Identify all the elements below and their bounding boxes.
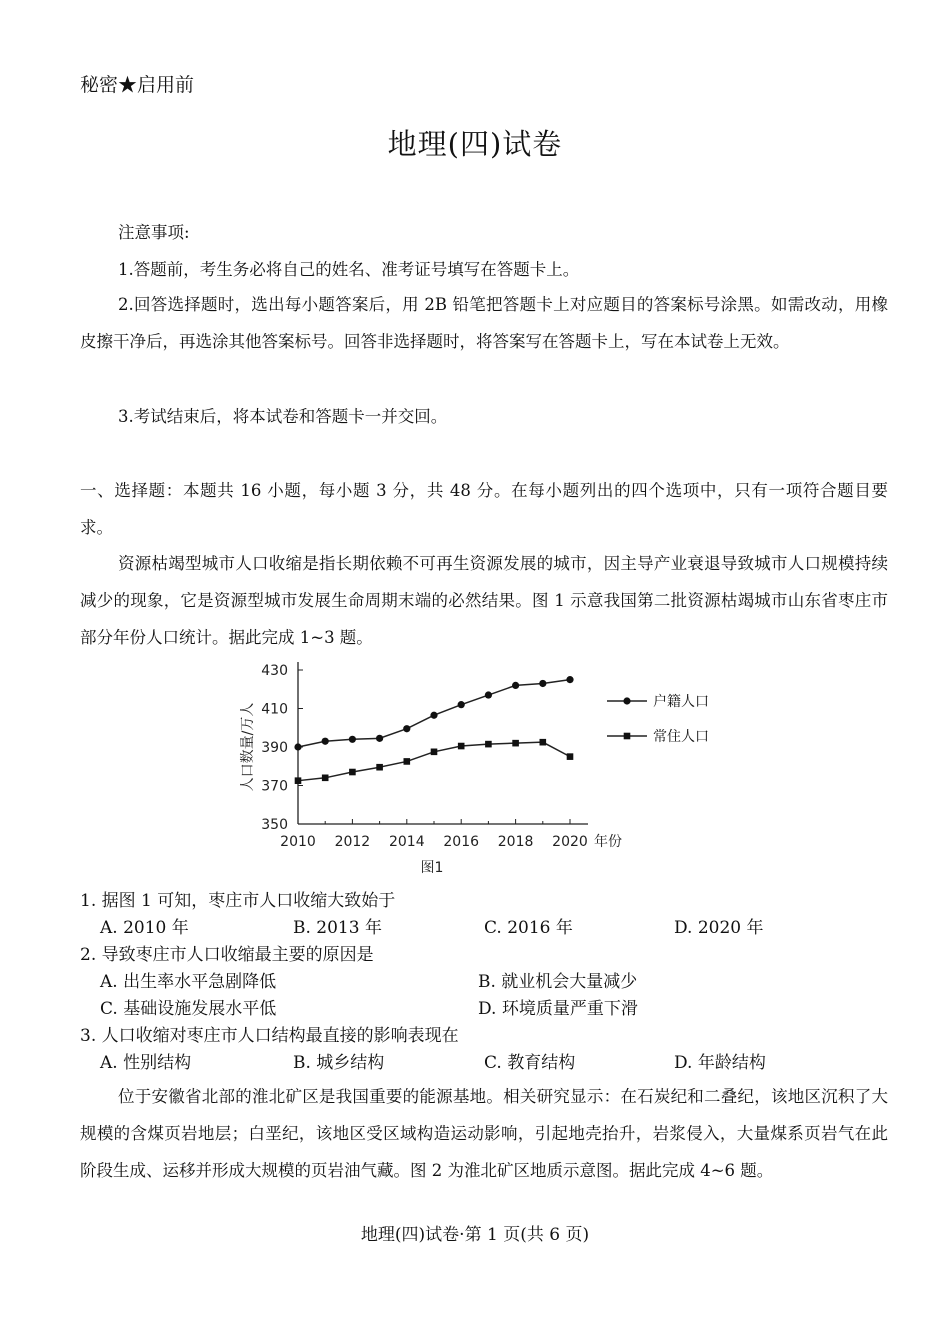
y-tick-label: 350 [261, 817, 288, 833]
q1-option-a[interactable]: A. 2010 年 [100, 918, 189, 938]
notice-item-2: 2.回答选择题时，选出每小题答案后，用 2B 铅笔把答题卡上对应题目的答案标号涂黑。如需改动，用橡皮擦干净后，再选涂其他答案标号。回答非选择题时，将答案写在答题卡上，写在本试卷上无效。 [80, 295, 888, 351]
legend-household-symbol [605, 694, 649, 708]
data-point-resident [567, 753, 574, 760]
q1-option-c[interactable]: C. 2016 年 [484, 918, 573, 938]
question-2-stem: 2. 导致枣庄市人口收缩最主要的原因是 [80, 945, 374, 965]
question-1-stem: 1. 据图 1 可知，枣庄市人口收缩大致始于 [80, 891, 396, 911]
chart-axes [239, 662, 622, 876]
legend-resident-symbol [605, 729, 649, 743]
q3-option-d[interactable]: D. 年龄结构 [674, 1053, 766, 1073]
data-point-resident [295, 777, 302, 784]
y-tick-label: 410 [261, 701, 288, 718]
section-intro: 一、选择题：本题共 16 小题，每小题 3 分，共 48 分。在每小题列出的四个选项中，只有一项符合题目要求。 [80, 481, 888, 537]
data-point-resident [485, 741, 492, 748]
data-point-resident [376, 764, 383, 771]
q3-option-b[interactable]: B. 城乡结构 [293, 1053, 385, 1073]
question-3-stem: 3. 人口收缩对枣庄市人口结构最直接的影响表现在 [80, 1026, 459, 1046]
x-tick-label: 2010 [280, 834, 316, 850]
passage-2: 位于安徽省北部的淮北矿区是我国重要的能源基地。相关研究显示：在石炭纪和二叠纪，该地区沉积了大规模的含煤页岩地层；白垩纪，该地区受区域构造运动影响，引起地壳抬升，岩浆侵入，大量煤系页岩气在此阶段生成、运移并形成大规模的页岩油气藏。图 2 为淮北矿区地质示意图。据此完成 4~6 题。 [80, 1087, 888, 1180]
legend-household-label: 户籍人口 [653, 694, 709, 710]
data-point-household [430, 712, 437, 719]
data-point-resident [404, 758, 411, 765]
page-footer: 地理(四)试卷·第 1 页(共 6 页) [360, 1225, 590, 1245]
notice-item-1: 1.答题前，考生务必将自己的姓名、准考证号填写在答题卡上。 [118, 260, 580, 279]
legend-resident-label: 常住人口 [653, 729, 709, 745]
data-point-resident [322, 775, 329, 782]
page-title: 地理(四)试卷 [387, 127, 563, 161]
data-point-household [539, 680, 546, 687]
data-point-household [458, 701, 465, 708]
q3-option-a[interactable]: A. 性别结构 [100, 1053, 192, 1073]
y-tick-label: 370 [261, 778, 288, 795]
data-point-household [294, 743, 301, 750]
series-line-2 [298, 742, 570, 781]
x-tick-label: 2012 [334, 834, 371, 850]
q2-option-b[interactable]: B. 就业机会大量减少 [478, 972, 638, 992]
x-tick-label: 2020 [552, 834, 588, 850]
data-point-household [322, 738, 329, 745]
passage-1: 资源枯竭型城市人口收缩是指长期依赖不可再生资源发展的城市，因主导产业衰退导致城市人口规模持续减少的现象，它是资源型城市发展生命周期末端的必然结果。图 1 示意我国第二批资源枯竭城市山东省枣庄市部分年份人口统计。据此完成 1~3 题。 [80, 554, 888, 647]
notice-heading: 注意事项: [118, 223, 190, 242]
q2-option-a[interactable]: A. 出生率水平急剧降低 [100, 972, 277, 992]
x-tick-label: 2014 [388, 834, 425, 850]
data-point-resident [458, 743, 465, 750]
notice-item-3: 3.考试结束后，将本试卷和答题卡一并交回。 [118, 407, 448, 426]
data-point-household [403, 725, 410, 732]
legend-resident [605, 727, 725, 745]
secret-label: 秘密★启用前 [80, 74, 195, 96]
x-tick-label: 2018 [497, 834, 534, 850]
q2-option-d[interactable]: D. 环境质量严重下滑 [478, 999, 638, 1019]
figure-1-chart [230, 652, 650, 882]
q1-option-d[interactable]: D. 2020 年 [674, 918, 764, 938]
y-axis-label: 人口数量/万人 [240, 702, 256, 792]
q1-option-b[interactable]: B. 2013 年 [293, 918, 382, 938]
q2-option-c[interactable]: C. 基础设施发展水平低 [100, 999, 277, 1019]
data-point-household [349, 736, 356, 743]
legend-household [605, 692, 725, 710]
data-point-household [485, 691, 492, 698]
x-axis-label: 年份 [594, 834, 622, 850]
data-point-resident [349, 769, 356, 776]
data-point-household [512, 682, 519, 689]
chart-title: 图1 [420, 860, 444, 876]
q3-option-c[interactable]: C. 教育结构 [484, 1053, 576, 1073]
data-point-resident [431, 749, 438, 756]
y-tick-label: 430 [261, 663, 288, 679]
y-tick-label: 390 [261, 740, 288, 756]
data-point-household [566, 676, 573, 683]
data-point-resident [512, 740, 519, 747]
data-point-resident [540, 739, 547, 746]
x-tick-label: 2016 [443, 834, 480, 850]
data-point-household [376, 735, 383, 742]
